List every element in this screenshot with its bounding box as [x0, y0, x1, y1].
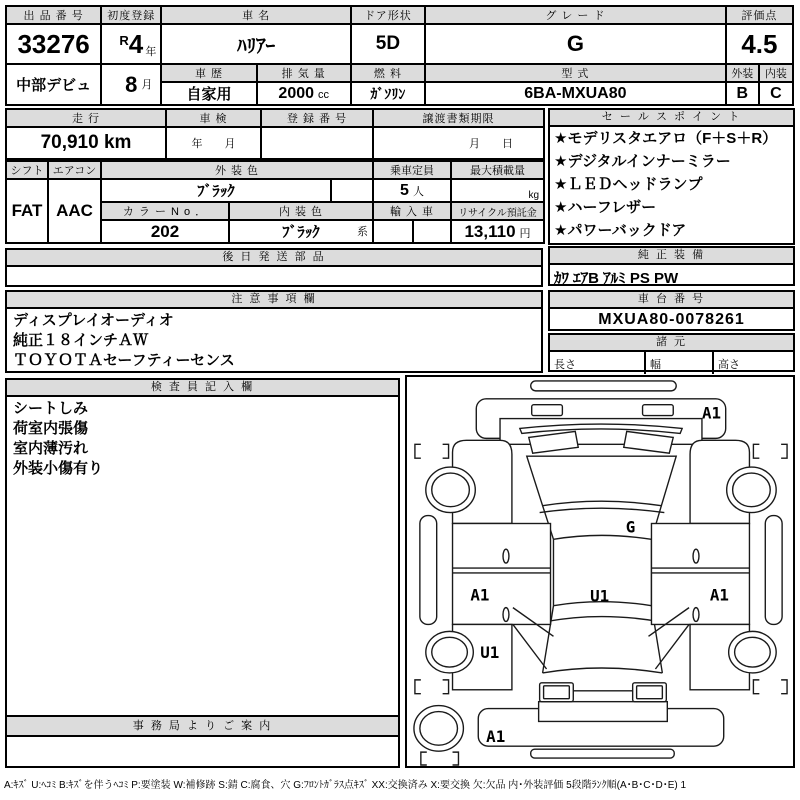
bracket-mid-right: [753, 680, 787, 694]
oem-label: 純 正 装 備: [550, 248, 793, 265]
taillight-left-inner: [544, 686, 570, 699]
chassis-box: [548, 290, 795, 331]
mileage-table: [5, 108, 545, 160]
car-name-value: ﾊﾘｱｰ: [161, 24, 350, 64]
capacity-value: [373, 179, 451, 202]
later-parts-box: [5, 248, 543, 287]
note-line: ＴＯＹＯＴＡセーフティーセンス: [13, 352, 235, 369]
specs-label: 諸 元: [550, 335, 793, 352]
color-no-label: カ ラ ー N o ．: [101, 202, 229, 220]
transfer-value: 月 日: [373, 127, 544, 159]
right-front-door-handle: [693, 549, 699, 563]
capacity-unit: 人: [412, 185, 424, 198]
spec-height: 高さ: [718, 359, 740, 371]
cowl-line: [540, 508, 665, 512]
ext-color-value: ﾌﾞﾗｯｸ: [101, 179, 331, 202]
car-diagram: [407, 377, 793, 766]
front-trim-bar: [531, 381, 676, 391]
mark-left-rear-fender: U1: [480, 643, 500, 663]
note-line: 純正１８インチＡＷ: [13, 332, 149, 349]
mileage-value: 70,910 km: [6, 127, 166, 159]
ext-color-label: 外 装 色: [101, 161, 373, 179]
header-table: [5, 5, 794, 106]
capacity-number: 5: [400, 181, 409, 199]
door-label: ドア形状: [351, 6, 425, 24]
inspector-label: 検 査 員 記 入 欄: [7, 380, 398, 397]
windshield: [527, 456, 676, 505]
fuel-label: 燃 料: [351, 64, 425, 82]
displacement-label: 排 気 量: [257, 64, 351, 82]
bracket-top-left: [415, 444, 449, 458]
fuel-value: ｶﾞｿﾘﾝ: [351, 82, 425, 105]
tailgate-lower-panel: [539, 702, 668, 722]
shift-label: シフト: [6, 161, 48, 179]
exterior-value: B: [726, 82, 759, 105]
inspector-line: 外装小傷有り: [13, 460, 104, 477]
lot-number: 33276: [6, 24, 101, 64]
sales-point-item: ★モデリスタエアロ（F＋S＋R）: [554, 130, 778, 147]
sales-point-item: ★パワーバックドア: [554, 222, 687, 239]
score-value: 4.5: [726, 24, 793, 64]
import-cell-1: [373, 220, 413, 243]
car-name-label: 車 名: [161, 6, 350, 24]
right-sill: [765, 516, 782, 625]
right-rear-wheel-inner: [735, 637, 771, 667]
left-front-door-handle: [503, 549, 509, 563]
history-label: 車 歴: [161, 64, 256, 82]
first-reg-label: 初度登録: [101, 6, 161, 24]
rear-spoiler-line: [547, 617, 659, 622]
spec-width: 幅: [646, 352, 714, 374]
capacity-label: 乗車定員: [373, 161, 451, 179]
office-box: [5, 715, 400, 768]
month-unit: 月: [141, 78, 153, 91]
grade-value: G: [425, 24, 726, 64]
taillight-right-inner: [637, 686, 663, 699]
recycle-label: リサイクル預託金: [451, 202, 544, 220]
lot-label: 出 品 番 号: [6, 6, 101, 24]
displacement-value: [257, 82, 351, 105]
right-door-panel: [651, 523, 749, 624]
shaken-value: 年 月: [166, 127, 261, 159]
left-door-panel: [453, 523, 551, 624]
shift-value: FAT: [6, 179, 48, 243]
displacement-number: 2000: [278, 84, 315, 102]
bracket-mid-left: [415, 680, 449, 694]
recycle-number: 13,110: [464, 221, 516, 241]
grade-label: グ レ ー ド: [425, 6, 726, 24]
model-code-label: 型 式: [425, 64, 726, 82]
recycle-value: [451, 220, 544, 243]
specs-box: [548, 333, 795, 372]
rear-glass-sides: [543, 606, 663, 673]
int-color-suffix: 系: [357, 226, 368, 238]
note-line: ディスプレイオーディオ: [13, 312, 174, 329]
int-color-label: 内 装 色: [229, 202, 373, 220]
max-load-value: kg: [451, 179, 544, 202]
first-reg-year-cell: [101, 24, 161, 64]
score-label: 評価点: [726, 6, 793, 24]
sales-point-item: ★ＬＥＤヘッドランプ: [554, 176, 703, 193]
left-front-wheel-inner: [432, 473, 470, 507]
right-front-wheel-inner: [733, 473, 771, 507]
chassis-label: 車 台 番 号: [550, 292, 793, 309]
year-unit: 年: [145, 45, 157, 58]
sales-points-box: [548, 108, 795, 245]
exterior-label: 外装: [726, 64, 759, 82]
displacement-unit: cc: [318, 88, 330, 101]
sales-point-item: ★デジタルインナーミラー: [554, 153, 731, 170]
inspector-line: 室内薄汚れ: [13, 440, 89, 457]
rear-trim-bar: [531, 749, 675, 758]
shaken-label: 車 検: [166, 109, 261, 127]
ext-color-extra-cell: [331, 179, 373, 202]
first-reg-month-cell: [101, 64, 161, 105]
recycle-unit: 円: [519, 227, 531, 240]
bracket-top-right: [753, 444, 787, 458]
chassis-value: MXUA80-0078261: [598, 311, 745, 328]
left-sill: [420, 516, 437, 625]
inspector-box: [5, 378, 400, 717]
later-parts-value: [7, 267, 541, 287]
history-value: 自家用: [161, 82, 256, 105]
reg-year: 4: [128, 28, 144, 59]
interior-label: 内装: [759, 64, 793, 82]
sales-point-item: ★ハーフレザー: [554, 199, 657, 216]
front-bumper-vent-left: [532, 405, 563, 416]
max-load-label: 最大積載量: [451, 161, 544, 179]
bracket-bottom-left: [421, 752, 459, 765]
import-label: 輸 入 車: [373, 202, 451, 220]
era-mark: R: [119, 32, 129, 48]
interior-value: C: [759, 82, 793, 105]
oem-value: ｶﾜ ｴｱB ｱﾙﾐ PS PW: [554, 270, 679, 287]
inspector-line: 荷室内張傷: [13, 420, 89, 437]
aircon-value: AAC: [48, 179, 101, 243]
footer-legend: A:ｷｽﾞ U:ﾍｺﾐ B:ｷｽﾞを伴うﾍｺﾐ P:要塗装 W:補修跡 S:錆 C:腐食、穴 G:ﾌﾛﾝﾄｶﾞﾗｽ点ｷｽﾞ XX:交換済み X:要交換 欠:欠品 内･外装評価 5段階ﾗﾝｸ順(A･B･C･D･E) 1: [4, 780, 687, 791]
mark-right-door: A1: [709, 585, 729, 605]
model-code-value: 6BA-MXUA80: [425, 82, 726, 105]
roof-front-edge: [553, 535, 651, 539]
front-bumper-vent-right: [643, 405, 674, 416]
transfer-label: 譲渡書類期限: [373, 109, 544, 127]
int-color-cell: [229, 220, 373, 243]
spec-length: 長さ: [550, 352, 646, 374]
aircon-label: エアコン: [48, 161, 101, 179]
rear-glass-bottom: [543, 668, 663, 673]
left-rear-wheel-inner: [432, 637, 468, 667]
diagram-box: [405, 375, 795, 768]
mark-front-bumper: A1: [701, 403, 722, 423]
door-value: 5D: [351, 24, 425, 64]
office-label: 事 務 局 よ り ご 案 内: [7, 717, 398, 737]
notes-label: 注 意 事 項 欄: [7, 292, 541, 309]
int-color-value: ﾌﾞﾗｯｸ: [282, 224, 320, 241]
mark-roof: U1: [590, 586, 610, 606]
color-table: [5, 160, 545, 244]
right-rear-door-handle: [693, 608, 699, 622]
reg-no-label: 登 録 番 号: [261, 109, 373, 127]
import-cell-2: [413, 220, 451, 243]
mark-windshield: G: [625, 517, 636, 537]
office-value: [7, 737, 398, 765]
sales-points-label: セ ー ル ス ポ イ ン ト: [550, 110, 793, 127]
later-parts-label: 後 日 発 送 部 品: [7, 250, 541, 267]
oem-box: [548, 246, 795, 286]
mark-left-door: A1: [470, 585, 490, 605]
reg-no-value: [261, 127, 373, 159]
mark-rear-bumper: A1: [486, 727, 506, 747]
mileage-label: 走 行: [6, 109, 166, 127]
inspector-line: シートしみ: [13, 400, 89, 417]
color-no-value: 202: [101, 220, 229, 243]
reg-month: 8: [125, 71, 138, 97]
notes-box: [5, 290, 543, 373]
auction-house: 中部デビュ: [6, 64, 101, 105]
left-rear-door-handle: [503, 608, 509, 622]
spare-tire-inner: [420, 712, 458, 746]
